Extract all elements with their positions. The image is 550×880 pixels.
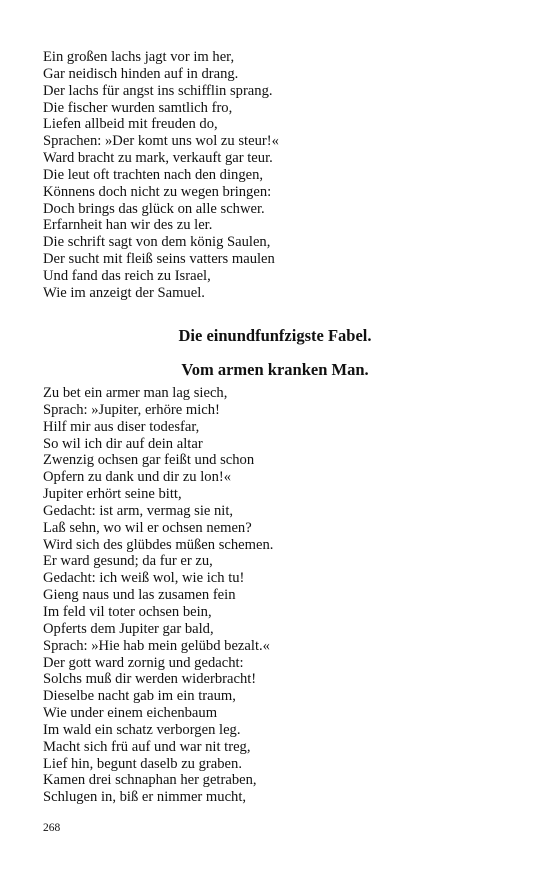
verse-line: Die schrift sagt von dem könig Saulen, — [43, 234, 271, 251]
verse-line: Wie im anzeigt der Samuel. — [43, 284, 205, 301]
verse-line: Hilf mir aus diser todesfar, — [43, 418, 200, 435]
verse-line: Gar neidisch hinden auf in drang. — [43, 65, 239, 82]
poem-verse-top — [43, 49, 279, 302]
verse-line: Er ward gesund; da fur er zu, — [43, 553, 213, 570]
verse-line: Und fand das reich zu Israel, — [43, 267, 211, 284]
verse-line: Jupiter erhört seine bitt, — [43, 486, 182, 503]
verse-line: Gedacht: ist arm, vermag sie nit, — [43, 502, 234, 519]
verse-line: So wil ich dir auf dein altar — [43, 435, 203, 452]
verse-line: Könnens doch nicht zu wegen bringen: — [43, 183, 272, 200]
verse-line: Der lachs für angst ins schifflin sprang. — [43, 82, 273, 99]
verse-line: Zu bet ein armer man lag siech, — [43, 385, 228, 401]
fable-heading: Die einundfunfzigste Fabel. — [178, 326, 372, 345]
verse-line: Kamen drei schnaphan her getraben, — [43, 772, 257, 789]
verse-line: Lief hin, begunt daselb zu graben. — [43, 755, 242, 772]
verse-line: Doch brings das glück on alle schwer. — [43, 200, 265, 217]
verse-line: Ein großen lachs jagt vor im her, — [43, 49, 235, 65]
verse-line: Wird sich des glübdes müßen schemen. — [43, 536, 274, 553]
verse-line: Dieselbe nacht gab im ein traum, — [43, 688, 236, 705]
fable-verse — [43, 385, 273, 806]
verse-line: Sprach: »Jupiter, erhöre mich! — [43, 401, 220, 418]
verse-line: Im feld vil toter ochsen bein, — [43, 603, 212, 620]
verse-line: Die fischer wurden samtlich fro, — [43, 99, 233, 116]
verse-line: Solchs muß dir werden widerbracht! — [43, 671, 257, 688]
verse-line: Die leut oft trachten nach den dingen, — [43, 166, 264, 183]
verse-line: Gedacht: ich weiß wol, wie ich tu! — [43, 570, 245, 587]
verse-line: Erfarnheit han wir des zu ler. — [43, 217, 213, 234]
verse-line: Opfern zu dank und dir zu lon!« — [43, 469, 232, 486]
verse-line: Opferts dem Jupiter gar bald, — [43, 620, 214, 637]
verse-line: Zwenzig ochsen gar feißt und schon — [43, 452, 255, 469]
verse-line: Macht sich frü auf und war nit treg, — [43, 738, 251, 755]
verse-line: Ward bracht zu mark, verkauft gar teur. — [43, 150, 273, 167]
verse-line: Sprach: »Hie hab mein gelübd bezalt.« — [43, 637, 270, 654]
verse-line: Schlugen in, biß er nimmer mucht, — [43, 789, 247, 806]
verse-line: Liefen allbeid mit freuden do, — [43, 116, 218, 133]
verse-line: Im wald ein schatz verborgen leg. — [43, 721, 241, 738]
verse-line: Gieng naus und las zusamen fein — [43, 587, 236, 604]
verse-line: Sprachen: »Der komt uns wol zu steur!« — [43, 133, 279, 150]
verse-line: Laß sehn, wo wil er ochsen nemen? — [43, 519, 252, 536]
verse-line: Wie under einem eichenbaum — [43, 705, 218, 722]
verse-line: Der gott ward zornig und gedacht: — [43, 654, 244, 671]
fable-subheading: Vom armen kranken Man. — [181, 360, 369, 379]
verse-line: Der sucht mit fleiß seins vatters maulen — [43, 251, 275, 268]
page-number: 268 — [43, 822, 61, 834]
